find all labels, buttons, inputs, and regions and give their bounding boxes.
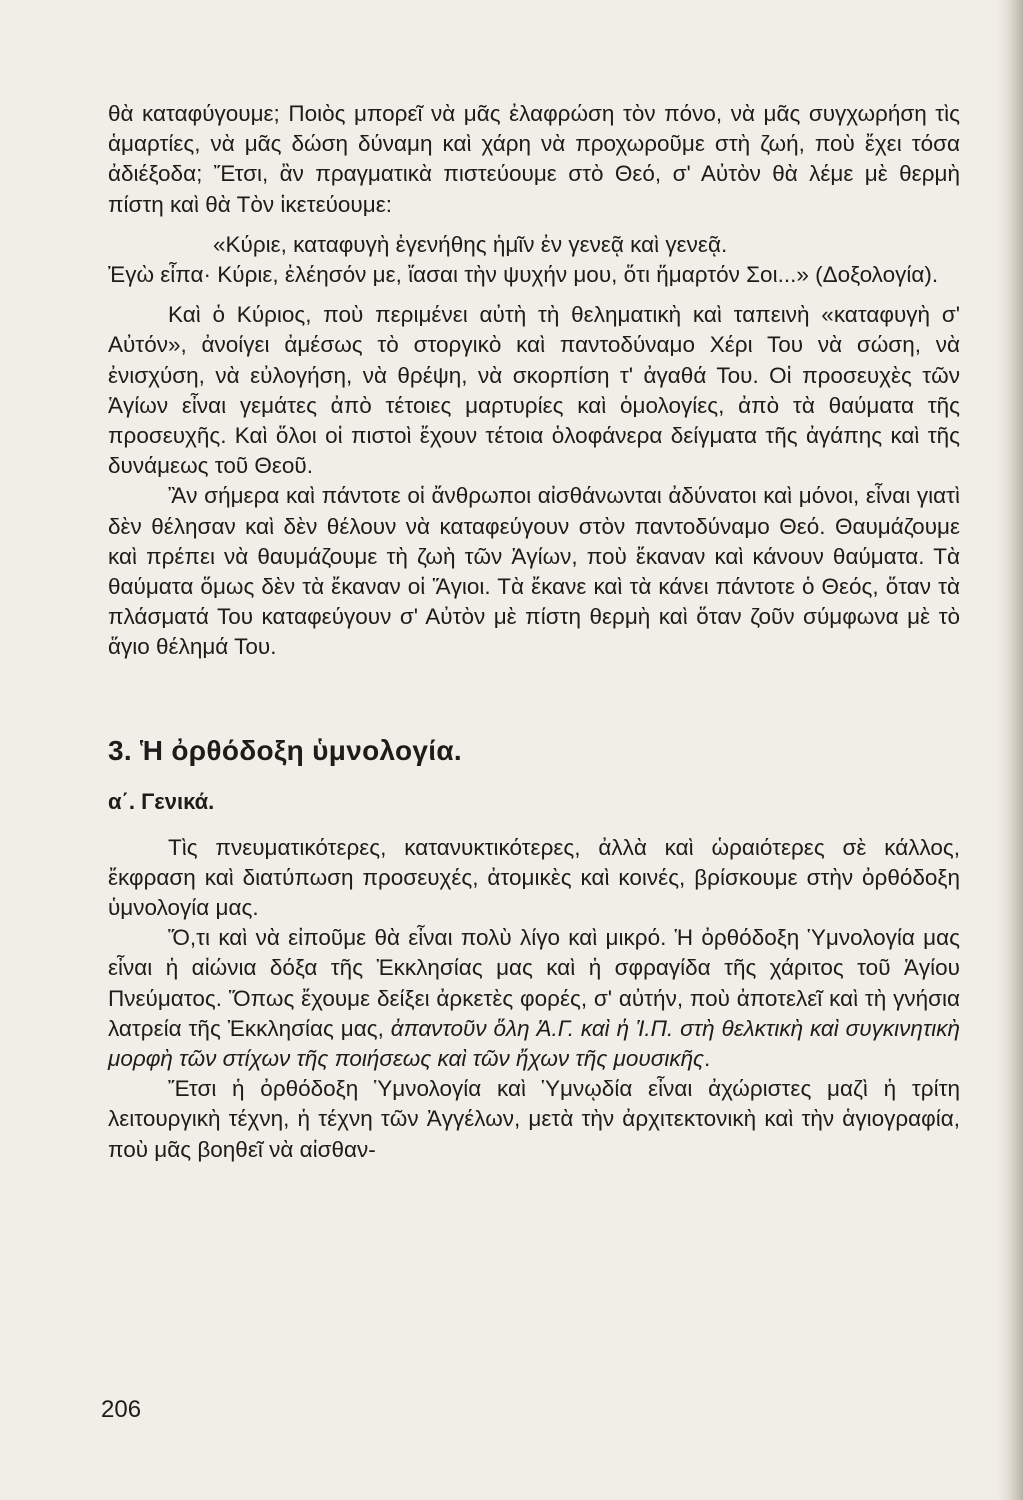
quote-line-1: «Κύριε, καταφυγὴ ἐγενήθης ἡμῖν ἐν γενεᾷ καὶ γενεᾷ.	[213, 231, 728, 257]
paragraph-5-italic: ἀπαντοῦν ὅλη Ἁ.Γ. καὶ ἡ Ἱ.Π. στὴ θελκτικὴ καὶ συγκινητικὴ μορφὴ τῶν στίχων τῆς ποιήσεως καὶ τῶν ἤχων τῆς μουσικῆς	[108, 1015, 960, 1072]
page-body	[108, 99, 960, 1165]
book-spine-shadow	[997, 0, 1023, 1500]
paragraph-1: θὰ καταφύγουμε; Ποιὸς μπορεῖ νὰ μᾶς ἐλαφρώση τὸν πόνο, νὰ μᾶς συγχωρήση τὶς ἁμαρτίες, νὰ μᾶς δώση δύναμη καὶ χάρη νὰ προχωροῦμε στὴ ζωή, ποὺ ἔχει τόσα ἀδιέξοδα; Ἔτσι, ἂν πραγματικὰ πιστεύουμε στὸ Θεό, σ' Αὐτὸν θὰ λέμε μὲ θερμὴ πίστη καὶ θὰ Τὸν ἱκετεύουμε:	[108, 101, 960, 217]
page-number: 206	[101, 1396, 142, 1423]
paragraph-5	[108, 923, 960, 1074]
paragraph-3: Ἂν σήμερα καὶ πάντοτε οἱ ἄνθρωποι αἰσθάνωνται ἀδύνατοι καὶ μόνοι, εἶναι γιατὶ δὲν θέλησαν καὶ δὲν θέλουν νὰ καταφεύγουν στὸν παντοδύναμο Θεό. Θαυμάζουμε καὶ πρέπει νὰ θαυμάζουμε τὴ ζωὴ τῶν Ἁγίων, ποὺ ἔκαναν καὶ κάνουν θαύματα. Τὰ θαύματα ὅμως δὲν τὰ ἔκαναν οἱ Ἅγιοι. Τὰ ἔκανε καὶ τὰ κάνει πάντοτε ὁ Θεός, ὅταν τὰ πλάσματά Του καταφεύγουν σ' Αὐτὸν μὲ πίστη θερμὴ καὶ ὅταν ζοῦν σύμφωνα μὲ τὸ ἅγιο θέλημά Του.	[108, 483, 960, 660]
paragraph-6: Ἔτσι ἡ ὀρθόδοξη Ὑμνολογία καὶ Ὑμνῳδία εἶναι ἀχώριστες μαζὶ ἡ τρίτη λειτουργικὴ τέχνη, ἡ τέχνη τῶν Ἀγγέλων, μετὰ τὴν ἀρχιτεκτονικὴ καὶ τὴν ἁγιογραφία, ποὺ μᾶς βοηθεῖ νὰ αἰσθαν-	[108, 1076, 960, 1162]
paragraph-5-end: .	[704, 1046, 711, 1072]
paragraph-2: Καὶ ὁ Κύριος, ποὺ περιμένει αὐτὴ τὴ θεληματικὴ καὶ ταπεινὴ «καταφυγὴ σ' Αὐτόν», ἀνοίγει ἀμέσως τὸ στοργικὸ καὶ παντοδύναμο Χέρι Του νὰ σώση, νὰ ἐνισχύση, νὰ εὐλογήση, νὰ θρέψη, νὰ σκορπίση τ' ἀγαθά Του. Οἱ προσευχὲς τῶν Ἁγίων εἶναι γεμάτες ἀπὸ τέτοιες μαρτυρίες καὶ ὁμολογίες, ἀπὸ τὰ θαύματα τῆς προσευχῆς. Καὶ ὅλοι οἱ πιστοὶ ἔχουν τέτοια ὁλοφάνερα δείγματα τῆς ἀγάπης καὶ τῆς δυνάμεως τοῦ Θεοῦ.	[108, 302, 960, 479]
doxology-quote	[108, 230, 960, 290]
section-title: 3. Ἡ ὀρθόδοξη ὑμνολογία.	[108, 734, 462, 766]
quote-line-2: Ἐγὼ εἶπα· Κύριε, ἐλέησόν με, ἴασαι τὴν ψυχήν μου, ὅτι ἥμαρτόν Σοι...» (Δοξολογία).	[108, 262, 939, 288]
subsection-title: α΄. Γενικά.	[108, 788, 215, 814]
paragraph-4: Τὶς πνευματικότερες, κατανυκτικότερες, ἀλλὰ καὶ ὡραιότερες σὲ κάλλος, ἔκφραση καὶ διατύπωση προσευχές, ἀτομικὲς καὶ κοινές, βρίσκουμε στὴν ὀρθόδοξη ὑμνολογία μας.	[108, 834, 960, 921]
paragraph-5-text: Ὅ,τι καὶ νὰ εἰποῦμε θὰ εἶναι πολὺ λίγο καὶ μικρό. Ἡ ὀρθόδοξη Ὑμνολογία μας εἶναι ἡ αἰώνια δόξα τῆς Ἐκκλησίας μας καὶ ἡ σφραγίδα τῆς χάριτος τοῦ Ἁγίου Πνεύματος. Ὅπως ἔχουμε δείξει ἀρκετὲς φορές, σ' αὐτήν, ποὺ ἀποτελεῖ καὶ τὴ γνήσια λατρεία τῆς Ἐκκλησίας μας,	[108, 925, 960, 1041]
